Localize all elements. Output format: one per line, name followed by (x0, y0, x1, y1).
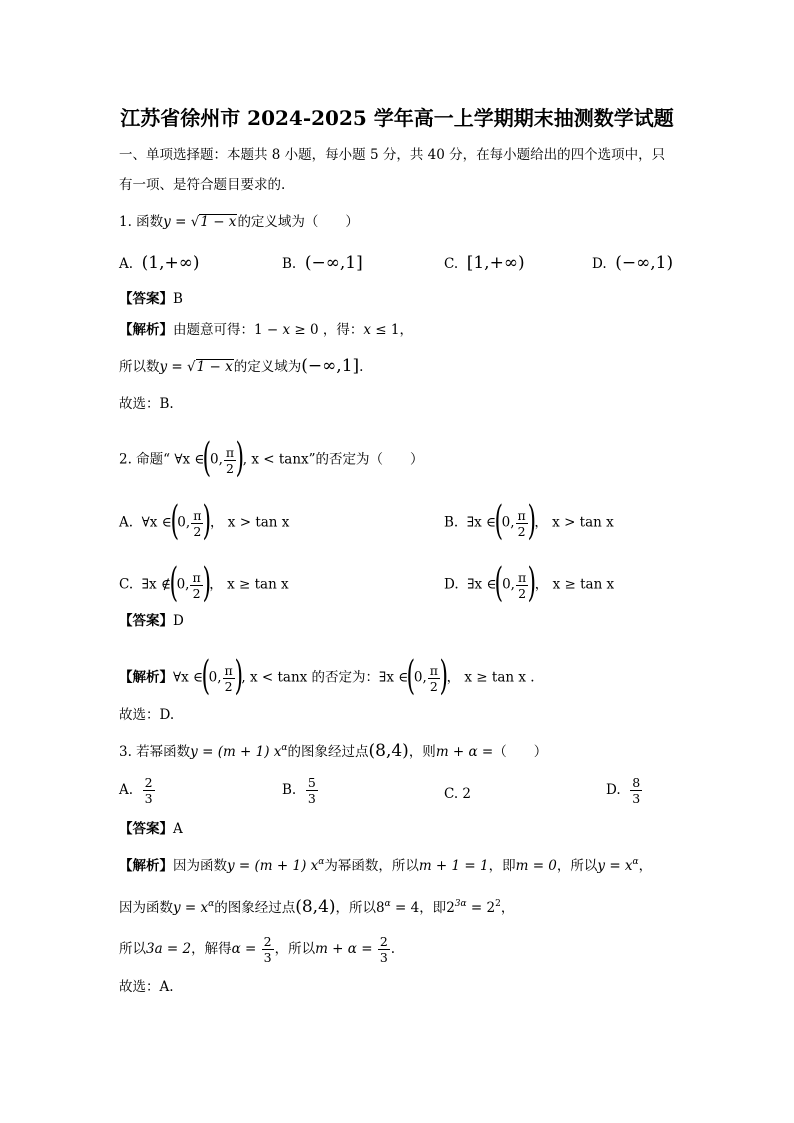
q3-option-d-fraction (630, 775, 642, 806)
q2-option-a-letter: A. (119, 514, 134, 531)
q2-option-c-post: ， x ≥ tan x (209, 576, 289, 593)
q3-analysis-expr: 3a = 2 (146, 941, 192, 957)
q2-option-a-post: ， x > tan x (210, 514, 290, 531)
q2-stem-suffix: ”的否定为（ ） (308, 451, 424, 468)
q1-option-b-text: (−∞,1] (304, 253, 363, 273)
fraction-denominator: 3 (144, 791, 153, 806)
q2-stem-middle: , x < tanx (242, 451, 309, 468)
q3-analysis-exponent: α (318, 857, 325, 867)
q1-stem-suffix: 的定义域为（ ） (237, 214, 359, 230)
fraction-numerator: π (225, 444, 235, 460)
q3-analysis-text: 的图象经过点 (214, 900, 296, 916)
question-2-stem (119, 435, 424, 481)
fraction-denominator: 3 (379, 950, 388, 965)
q3-option-a (119, 775, 156, 806)
left-paren: ( (494, 498, 504, 544)
q2-answer-value: D (173, 613, 184, 629)
fraction-denominator: 3 (263, 950, 272, 965)
q3-option-d (606, 775, 643, 806)
q3-analysis-expr: m = 0 (515, 858, 557, 874)
q2-option-b-pre: ∃x ∈ (466, 514, 497, 531)
fraction-denominator: 2 (429, 678, 438, 694)
pi-over-2-fraction (223, 663, 235, 694)
q1-analysis-text: ≤ 1， (371, 322, 413, 338)
q3-option-b-letter: B. (282, 782, 297, 798)
q3-analysis-line-1 (119, 857, 652, 875)
q1-analysis-text: 所以数 (119, 359, 160, 375)
q3-option-b (282, 775, 319, 806)
question-1-stem (119, 213, 359, 231)
q3-analysis-line-2 (119, 898, 514, 917)
q2-option-d-post: ， x ≥ tan x (534, 576, 615, 593)
q1-answer-value: B (173, 291, 183, 307)
left-paren: ( (201, 653, 211, 699)
fraction-denominator: 2 (517, 523, 526, 539)
q3-answer-value: A (173, 821, 183, 837)
q3-option-a-fraction (143, 775, 155, 806)
q1-analysis-line-1 (119, 321, 413, 339)
q3-stem-a: 3. 若幂函数 (119, 744, 191, 760)
q3-analysis-expr: m + 1 = 1 (418, 858, 489, 874)
q3-answer (119, 820, 183, 838)
q3-analysis-expr: 2 (446, 900, 455, 916)
q1-stem-prefix: 1. 函数 (119, 214, 164, 230)
answer-label: 【答案】 (119, 613, 173, 629)
analysis-label: 【解析】 (119, 669, 173, 686)
q1-option-c-letter: C. (444, 256, 459, 272)
q2-answer (119, 612, 184, 630)
q3-analysis-expr: = 4 (390, 900, 420, 916)
q1-analysis-interval: (−∞,1] (301, 356, 360, 376)
q3-analysis-exponent: 3α (454, 899, 467, 909)
q3-analysis-expr: y = x (597, 858, 633, 874)
q2-option-a-pre: ∀x ∈ (141, 514, 172, 531)
q1-answer (119, 290, 183, 308)
pi-over-2-fraction (428, 663, 440, 694)
left-paren: ( (494, 560, 504, 606)
q2-option-b-post: ， x > tan x (534, 514, 614, 531)
q1-analysis-text: 由题意可得：1 − (173, 322, 283, 338)
interval-start: 0, (502, 576, 515, 593)
q3-analysis-exponent: α (384, 899, 391, 909)
choose-label: 故选： (119, 707, 160, 723)
fraction-numerator: 2 (379, 934, 388, 949)
q2-option-a (119, 498, 290, 544)
q2-option-c-letter: C. (119, 576, 134, 593)
fraction-numerator: π (429, 662, 438, 678)
pi-over-2-fraction (190, 570, 202, 601)
question-3-stem (119, 742, 547, 761)
pi-over-2-fraction (516, 508, 528, 539)
fraction-numerator: π (517, 569, 527, 585)
q1-option-b (282, 254, 363, 273)
q1-analysis-var: x (363, 322, 372, 338)
q3-analysis-text: 为幂函数，所以 (324, 858, 419, 874)
q3-analysis-text: ，即 (488, 858, 516, 874)
pi-over-2-fraction (224, 445, 236, 476)
q2-option-d-pre: ∃x ∈ (467, 576, 497, 593)
q3-stem-exponent: α (281, 743, 288, 753)
q2-choose (119, 706, 174, 724)
fraction-denominator: 2 (193, 523, 202, 539)
right-paren: ) (202, 560, 211, 606)
choose-label: 故选： (119, 979, 160, 995)
q3-analysis-expr: y = x (173, 900, 209, 916)
q1-radicand: 1 − x (200, 214, 237, 230)
q3-analysis-line-3 (119, 934, 395, 965)
q3-analysis-text: . (390, 941, 396, 957)
q2-option-c-pre: ∃x ∉ (141, 576, 171, 593)
interval-start: 0, (208, 669, 222, 686)
fraction-numerator: π (517, 507, 526, 523)
left-paren: ( (170, 498, 179, 544)
q1-y: y (163, 214, 171, 230)
fraction-denominator: 3 (307, 791, 316, 806)
two-thirds-fraction (262, 934, 274, 965)
left-paren: ( (202, 435, 212, 481)
q3-analysis-expr: m + α = (315, 941, 377, 957)
q2-analysis-post: ， x ≥ tan x . (446, 669, 535, 686)
q2-option-d-letter: D. (444, 576, 459, 593)
fraction-denominator: 2 (224, 678, 233, 694)
fraction-numerator: 2 (144, 775, 153, 790)
interval-start: 0, (177, 514, 191, 531)
q3-option-c (444, 785, 471, 803)
interval-start: 0, (501, 514, 515, 531)
right-paren: ) (234, 653, 243, 699)
fraction-numerator: 5 (307, 775, 316, 790)
q3-analysis-expr: = 2 (466, 900, 496, 916)
q1-option-d-text: (−∞,1) (615, 253, 674, 273)
q1-option-d-letter: D. (592, 256, 607, 272)
analysis-label: 【解析】 (119, 322, 173, 338)
q2-analysis-mid: , x < tanx 的否定为：∃x ∈ (241, 669, 409, 686)
right-paren: ) (527, 560, 537, 606)
q3-analysis-expr: α = (231, 941, 261, 957)
q3-stem-d: （ ） (493, 744, 548, 760)
q3-analysis-text: 因为函数 (119, 900, 173, 916)
fraction-numerator: π (193, 507, 202, 523)
section-heading-line-2: 有一项、是符合题目要求的. (119, 177, 286, 193)
q1-option-a-letter: A. (119, 256, 134, 272)
fraction-numerator: 2 (263, 934, 272, 949)
q1-option-c-text: [1,+∞) (466, 253, 525, 273)
q1-option-d (592, 254, 673, 273)
q3-analysis-text: ，所以 (274, 941, 316, 957)
pi-over-2-fraction (516, 570, 528, 601)
q3-option-d-letter: D. (606, 782, 621, 798)
answer-label: 【答案】 (119, 821, 173, 837)
q3-analysis-point: (8,4) (295, 897, 336, 917)
interval-start: 0, (176, 576, 190, 593)
right-paren: ) (235, 435, 245, 481)
sqrt-sign: √ (187, 359, 196, 375)
q3-analysis-expr: y = (m + 1) x (227, 858, 319, 874)
q1-option-b-letter: B. (282, 256, 297, 272)
interval-start: 0, (413, 669, 427, 686)
q3-analysis-text: 所以 (119, 941, 146, 957)
q1-option-a (119, 254, 200, 273)
q2-analysis (119, 653, 535, 699)
fraction-denominator: 2 (518, 585, 527, 601)
q1-analysis-text: ≥ 0 ，得： (290, 322, 364, 338)
q1-analysis-text: 的定义域为 (233, 359, 302, 375)
interval-start: 0, (210, 451, 223, 468)
q3-choose (119, 978, 174, 996)
q1-option-a-text: (1,+∞) (141, 253, 200, 273)
fraction-denominator: 2 (192, 585, 201, 601)
analysis-label: 【解析】 (119, 858, 173, 874)
q3-analysis-text: ，所以 (335, 900, 377, 916)
q3-analysis-text: ，即 (419, 900, 447, 916)
sqrt-sign: √ (190, 214, 200, 230)
q1-radicand: 1 − x (196, 359, 233, 375)
left-paren: ( (169, 560, 179, 606)
q3-analysis-exponent: 2 (495, 899, 501, 909)
q1-analysis-var: x (282, 322, 291, 338)
q3-analysis-text: ， (638, 858, 653, 874)
right-paren: ) (202, 498, 212, 544)
right-paren: ) (439, 653, 449, 699)
q3-stem-point: (8,4) (368, 741, 409, 761)
q2-option-d (444, 560, 615, 606)
q2-choose-value: D. (159, 707, 175, 723)
q2-stem-prefix: 2. 命题“ ∀x ∈ (119, 451, 205, 468)
q3-option-c-text: C. 2 (444, 786, 472, 802)
section-heading-line-1: 一、单项选择题：本题共 8 小题，每小题 5 分，共 40 分，在每小题给出的四个选项中，只 (119, 147, 666, 163)
q1-choose (119, 395, 174, 413)
q3-choose-value: A. (159, 979, 174, 995)
q3-option-b-fraction (306, 775, 318, 806)
q1-y: y (159, 359, 168, 375)
q1-option-c (444, 254, 525, 273)
left-paren: ( (406, 653, 416, 699)
q1-eq: = (170, 214, 191, 230)
fraction-numerator: π (224, 662, 233, 678)
q3-stem-expr: y = (m + 1) x (190, 744, 282, 760)
q3-analysis-text: ， (500, 900, 515, 916)
q2-option-c (119, 560, 289, 606)
q2-option-b (444, 498, 614, 544)
q1-analysis-text: . (359, 359, 364, 375)
answer-label: 【答案】 (119, 291, 173, 307)
q1-analysis-line-2 (119, 357, 363, 376)
q3-analysis-exponent: α (208, 899, 215, 909)
q3-analysis-text: ，解得 (191, 941, 232, 957)
q2-option-b-letter: B. (444, 514, 459, 531)
fraction-numerator: 8 (632, 775, 641, 790)
q3-analysis-text: ，所以 (556, 858, 598, 874)
q3-analysis-expr: 8 (376, 900, 385, 916)
q3-analysis-exponent: α (632, 857, 639, 867)
fraction-numerator: π (192, 569, 201, 585)
q3-stem-c: ，则 (408, 744, 436, 760)
right-paren: ) (527, 498, 536, 544)
q3-stem-sum: m + α = (435, 744, 494, 760)
q1-choose-value: B. (159, 396, 174, 412)
q1-eq: = (167, 359, 188, 375)
q3-stem-b: 的图象经过点 (287, 744, 369, 760)
q3-analysis-text: 因为函数 (173, 858, 227, 874)
q3-option-a-letter: A. (119, 782, 134, 798)
page-title: 江苏省徐州市 2024-2025 学年高一上学期期末抽测数学试题 (120, 106, 674, 130)
fraction-denominator: 3 (632, 791, 641, 806)
fraction-denominator: 2 (226, 460, 234, 476)
q2-analysis-pre: ∀x ∈ (173, 669, 204, 686)
two-thirds-fraction (378, 934, 390, 965)
choose-label: 故选： (119, 396, 160, 412)
